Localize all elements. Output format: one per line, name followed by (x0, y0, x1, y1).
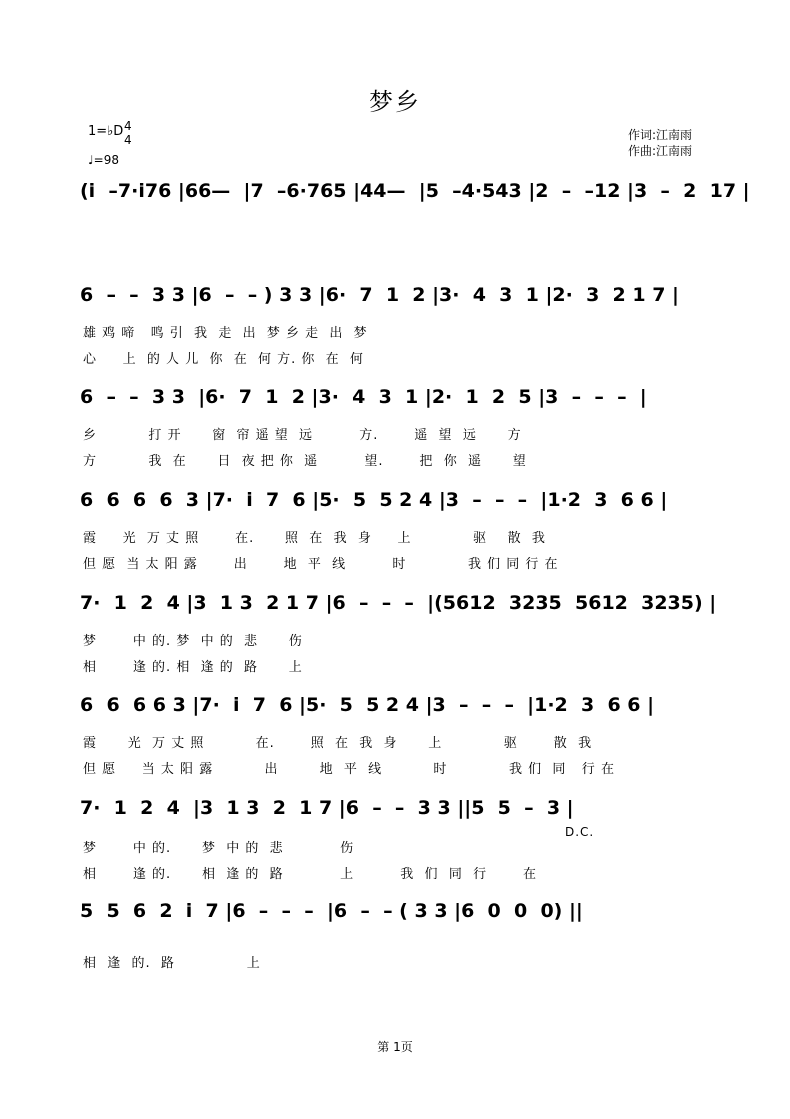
system-8 (0, 900, 790, 980)
lyric-verse-2: 但 愿 当 太 阳 露 出 地 平 线 时 我 们 同 行 在 (83, 557, 559, 572)
lyric-verse-1: 霞 光 万 丈 照 在. 照 在 我 身 上 驱 散 我 (83, 736, 593, 751)
system-notes: 7· 1 2 4 |3 1 3 2 1 7 |6 – – 3 3 ||5 5 – 3 | (80, 797, 574, 819)
system-4 (0, 489, 790, 572)
lyric-verse-1: 乡 打 开 窗 帘 遥 望 远 方. 遥 望 远 方 (83, 428, 522, 443)
system-1 (0, 180, 790, 260)
lyric-verse-1: 雄 鸡 啼 鸣 引 我 走 出 梦 乡 走 出 梦 (83, 326, 368, 341)
lyric-verse-1: 相 逢 的. 路 上 (83, 956, 261, 971)
time-signature (124, 119, 132, 147)
credits (628, 127, 692, 159)
lyric-verse-2: 心 上 的 人 儿 你 在 何 方. 你 在 何 (83, 352, 364, 367)
system-3 (0, 386, 790, 469)
lyric-verse-2: 相 逢 的. 相 逢 的 路 上 (83, 660, 303, 675)
meter-top: 4 (124, 119, 132, 133)
system-notes: (i –7·i76 |66— |7 –6·765 |44— |5 –4·543 |2 – –12 |3 – 2 17 | (80, 180, 750, 202)
system-2 (0, 284, 790, 367)
key-signature: 1=♭D (88, 124, 124, 139)
lyric-verse-1: 霞 光 万 丈 照 在. 照 在 我 身 上 驱 散 我 (83, 531, 546, 546)
system-notes: 6 6 6 6 3 |7· i 7 6 |5· 5 5 2 4 |3 – – – |1·2 3 6 6 | (80, 489, 668, 511)
lyric-verse-2: 但 愿 当 太 阳 露 出 地 平 线 时 我 们 同 行 在 (83, 762, 615, 777)
system-notes: 6 6 6 6 3 |7· i 7 6 |5· 5 5 2 4 |3 – – – |1·2 3 6 6 | (80, 694, 655, 716)
system-notes: 6 – – 3 3 |6· 7 1 2 |3· 4 3 1 |2· 1 2 5 |3 – – – | (80, 386, 647, 408)
dc-marking: D.C. (565, 825, 595, 839)
lyric-verse-2: 方 我 在 日 夜 把 你 遥 望. 把 你 遥 望 (83, 454, 527, 469)
lyricist: 作词:江南雨 (628, 128, 693, 142)
system-5 (0, 592, 790, 675)
system-notes: 5 5 6 2 i 7 |6 – – – |6 – – ( 3 3 |6 0 0 0) || (80, 900, 583, 922)
system-notes: 6 – – 3 3 |6 – – ) 3 3 |6· 7 1 2 |3· 4 3 1 |2· 3 2 1 7 | (80, 284, 679, 306)
system-notes: 7· 1 2 4 |3 1 3 2 1 7 |6 – – – |(5612 3235 5612 3235) | (80, 592, 717, 614)
lyric-verse-1: 梦 中 的. 梦 中 的 悲 伤 (83, 634, 303, 649)
system-6 (0, 694, 790, 777)
meter-bottom: 4 (124, 133, 132, 147)
composer: 作曲:江南雨 (628, 144, 693, 158)
tempo-marking: ♩=98 (88, 153, 119, 167)
lyric-verse-2: 相 逢 的. 相 逢 的 路 上 我 们 同 行 在 (83, 867, 538, 882)
lyric-verse-1: 梦 中 的. 梦 中 的 悲 伤 (83, 841, 355, 856)
song-title: 梦乡 (369, 88, 421, 116)
system-7 (0, 797, 790, 882)
page-number: 第 1页 (377, 1040, 413, 1054)
